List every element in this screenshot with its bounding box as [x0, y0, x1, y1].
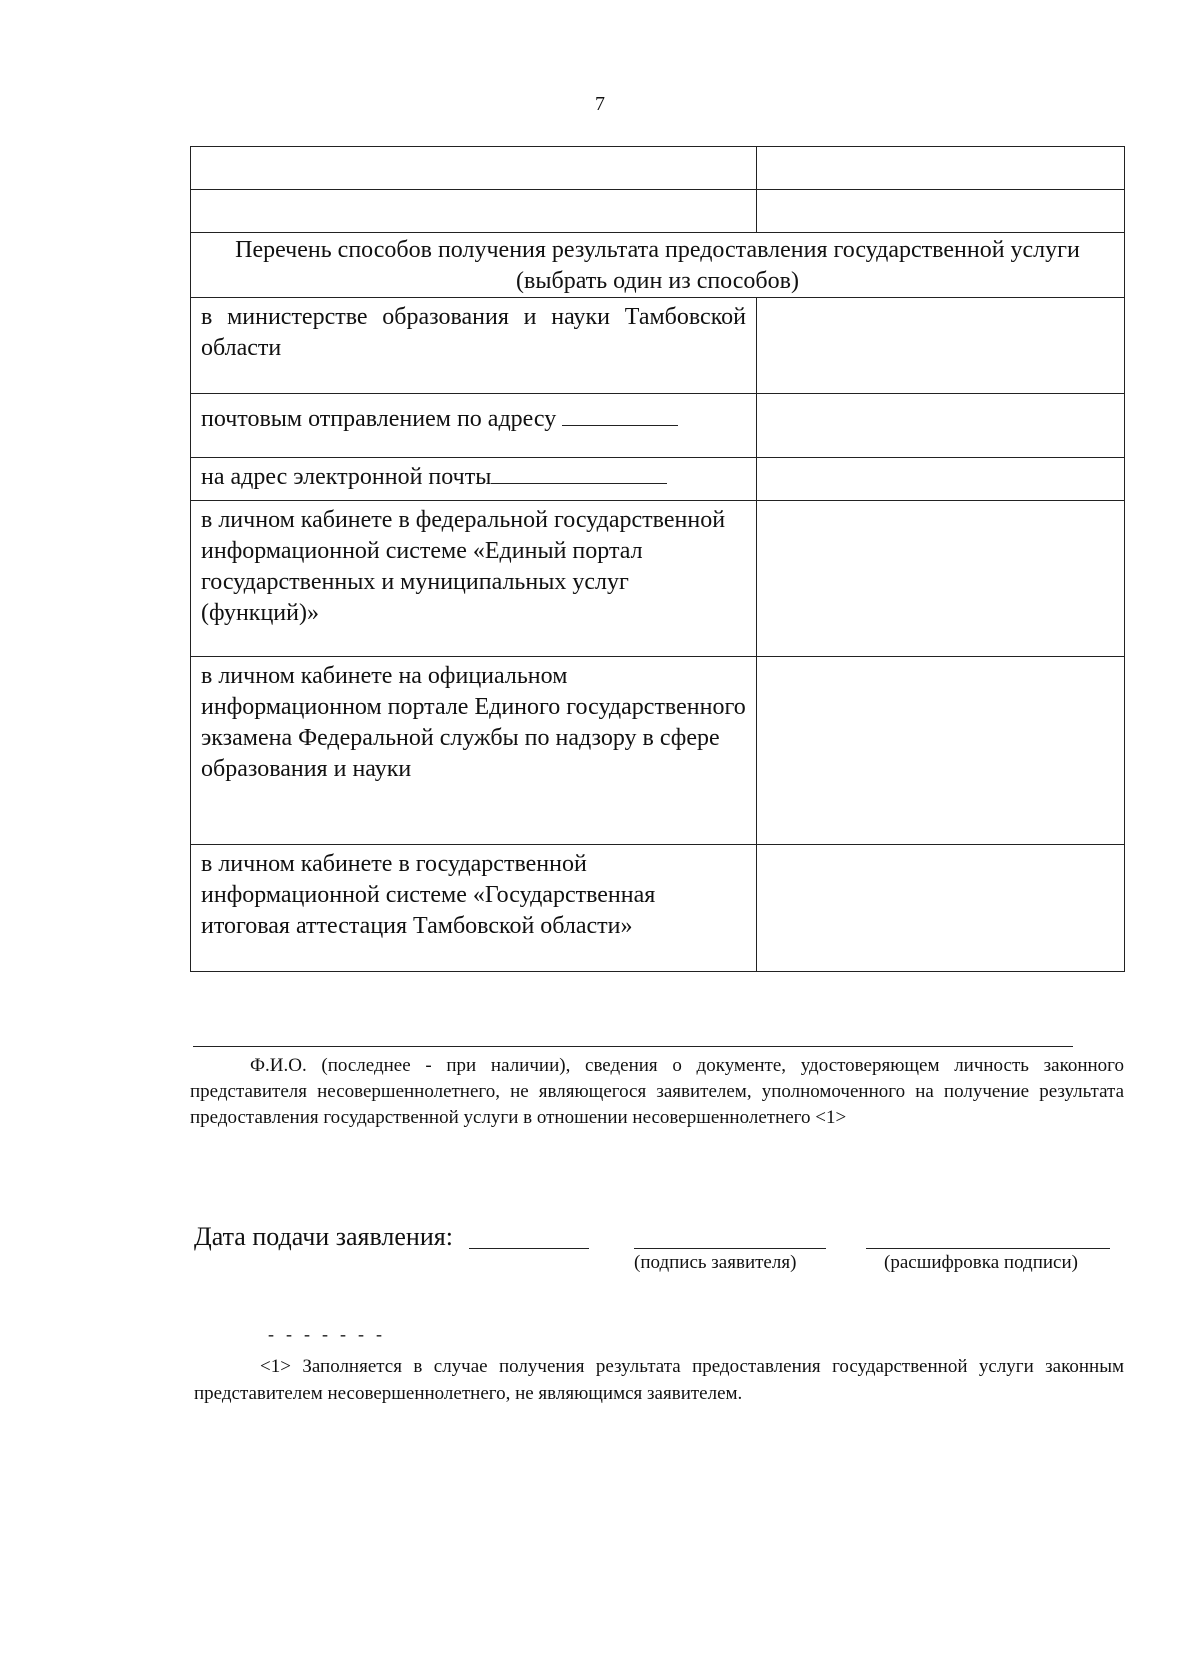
method-label-post: почтовым отправлением по адресу: [201, 406, 557, 432]
page-number: 7: [595, 93, 605, 115]
methods-list-header: Перечень способов получения результата предоставления государственной услуги (выбрать один из способов): [191, 233, 1125, 298]
table-row: [191, 845, 1125, 972]
method-choice-epgu[interactable]: [757, 501, 1125, 657]
method-label-ministry: в министерстве образования и науки Тамбовской области: [191, 298, 757, 394]
method-cell-post: [191, 394, 757, 458]
post-address-field[interactable]: [562, 405, 678, 426]
method-label-epgu: в личном кабинете в федеральной государственной информационной системе «Единый портал государственных и муниципальных услуг (функций)»: [191, 501, 757, 657]
method-choice-email[interactable]: [757, 458, 1125, 501]
method-choice-ege-portal[interactable]: [757, 657, 1125, 845]
empty-cell[interactable]: [191, 190, 757, 233]
signature-field[interactable]: [634, 1248, 826, 1249]
decoding-caption: (расшифровка подписи): [884, 1252, 1078, 1273]
empty-cell[interactable]: [757, 147, 1125, 190]
method-choice-post[interactable]: [757, 394, 1125, 458]
table-row-empty-2: [191, 190, 1125, 233]
signature-caption: (подпись заявителя): [634, 1252, 797, 1273]
method-label-ege-portal: в личном кабинете на официальном информационном портале Единого государственного экзамена Федеральной службы по надзору в сфере образования и науки: [191, 657, 757, 845]
representative-block: [190, 1046, 1124, 1131]
table-row-empty-1: [191, 147, 1125, 190]
empty-cell[interactable]: [191, 147, 757, 190]
method-label-email: на адрес электронной почты: [201, 464, 492, 490]
signature-decoding-field[interactable]: [866, 1248, 1110, 1249]
table-row: [191, 501, 1125, 657]
signature-row: [194, 1222, 1124, 1252]
email-address-field[interactable]: [491, 463, 667, 484]
method-cell-email: [191, 458, 757, 501]
footnote-text: <1> Заполняется в случае получения результата предоставления государственной услуги законным представителем несовершеннолетнего, не являющимся заявителем.: [194, 1356, 1124, 1404]
table-row: [191, 394, 1125, 458]
empty-cell[interactable]: [757, 190, 1125, 233]
date-field[interactable]: [469, 1248, 589, 1249]
method-label-gia-system: в личном кабинете в государственной информационной системе «Государственная итоговая аттестация Тамбовской области»: [191, 845, 757, 972]
method-choice-gia-system[interactable]: [757, 845, 1125, 972]
method-choice-ministry[interactable]: [757, 298, 1125, 394]
delivery-methods-table: [190, 146, 1125, 972]
representative-caption: Ф.И.О. (последнее - при наличии), сведения о документе, удостоверяющем личность законного представителя несовершеннолетнего, не являющегося заявителем, уполномоченного на получение результата предоставления государственной услуги в отношении несовершеннолетнего <1>: [190, 1055, 1124, 1128]
table-header-row: [191, 233, 1125, 298]
table-row: [191, 298, 1125, 394]
table-row: [191, 657, 1125, 845]
footnote-separator: -------: [268, 1324, 394, 1344]
date-label: Дата подачи заявления:: [194, 1222, 453, 1251]
representative-info-field[interactable]: [193, 1046, 1073, 1047]
table-row: [191, 458, 1125, 501]
